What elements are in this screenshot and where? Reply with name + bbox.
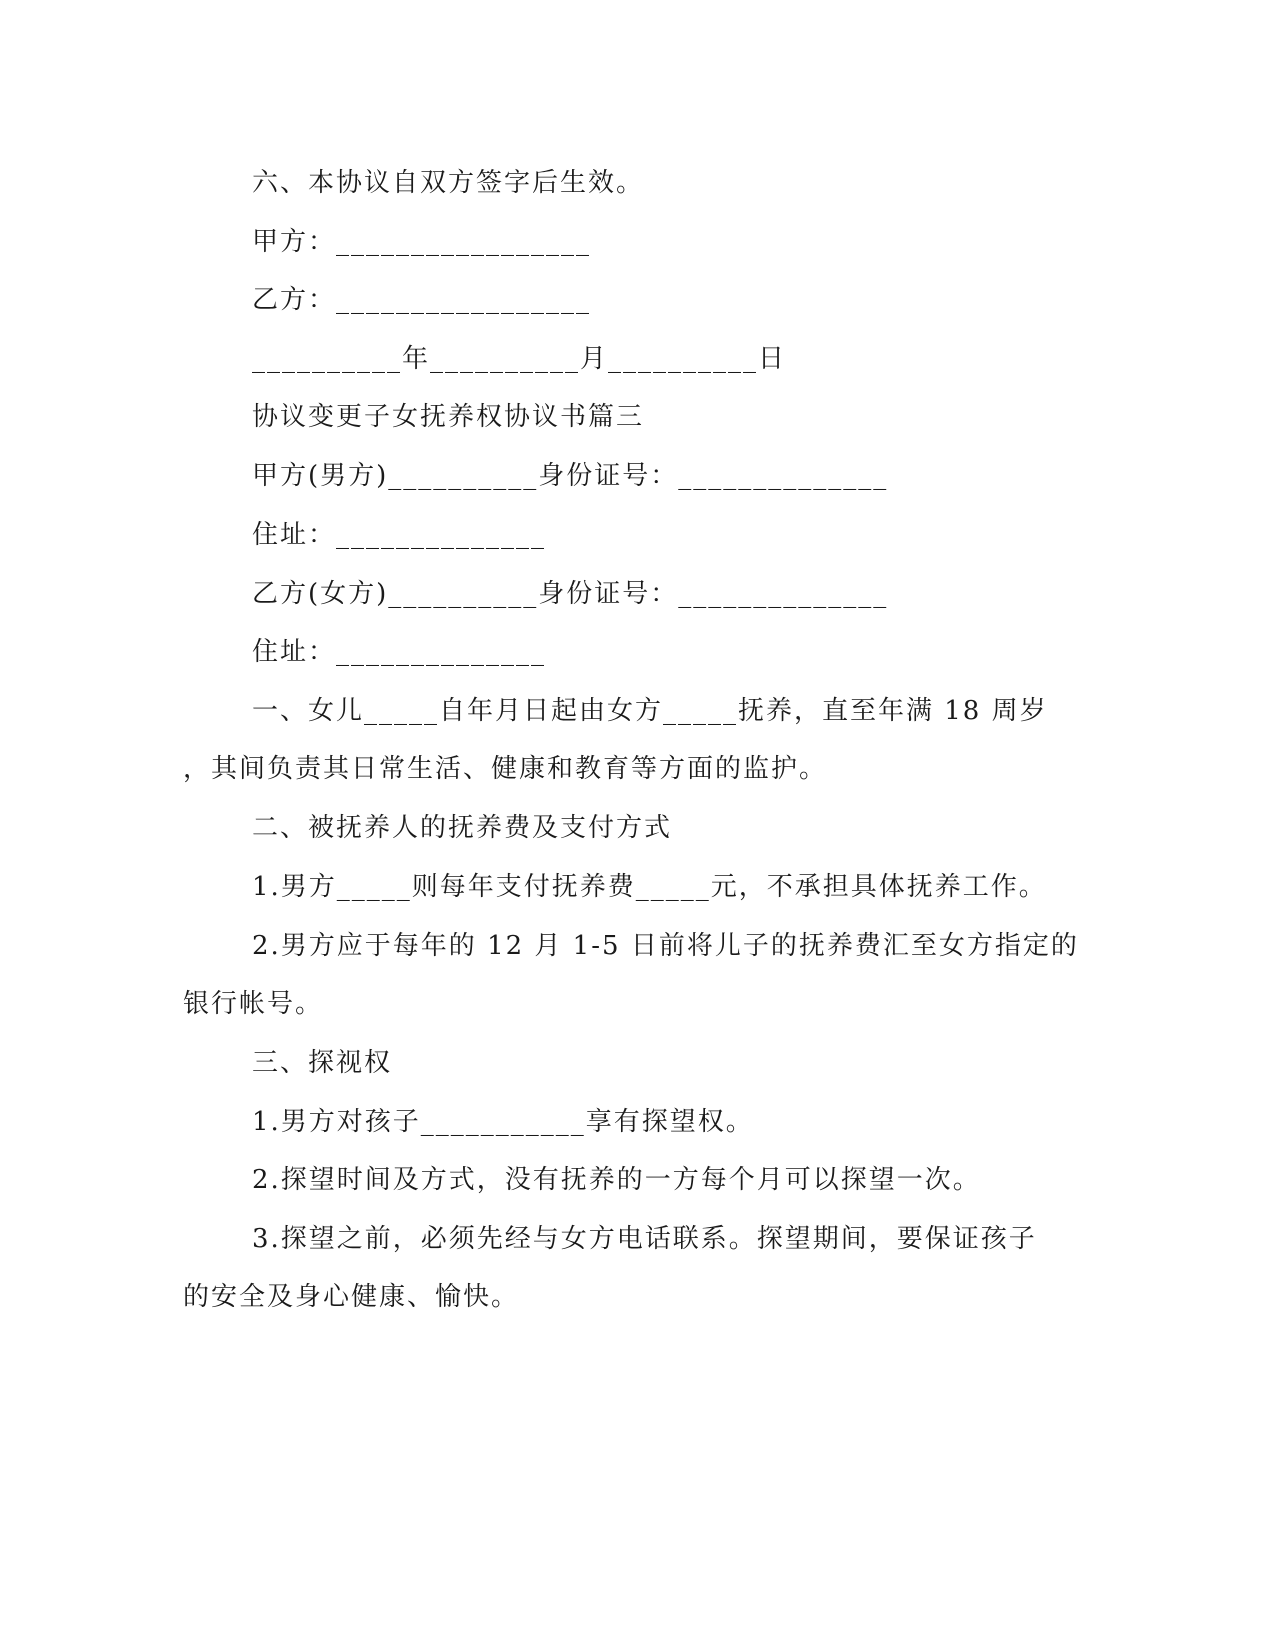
clause-two-item-1: 1.男方_____则每年支付抚养费_____元，不承担具体抚养工作。 (252, 872, 1047, 902)
party-b-address-line: 住址：______________ (252, 637, 547, 667)
clause-three-item-3-line-2: 的安全及身心健康、愉快。 (183, 1282, 520, 1312)
party-a-signature-line: 甲方：_________________ (252, 227, 592, 257)
party-a-male-id-line: 甲方(男方)__________身份证号：______________ (252, 461, 889, 491)
clause-one-line-2: ，其间负责其日常生活、健康和教育等方面的监护。 (183, 754, 828, 784)
clause-three-item-1: 1.男方对孩子___________享有探望权。 (252, 1107, 754, 1137)
clause-three-heading: 三、探视权 (252, 1048, 393, 1078)
clause-two-item-2-line-1: 2.男方应于每年的 12 月 1-5 日前将儿子的抚养费汇至女方指定的 (252, 931, 1079, 961)
clause-one-line-1: 一、女儿_____自年月日起由女方_____抚养，直至年满 18 周岁 (252, 696, 1048, 726)
clause-two-heading: 二、被抚养人的抚养费及支付方式 (252, 813, 673, 843)
clause-three-item-3-line-1: 3.探望之前，必须先经与女方电话联系。探望期间，要保证孩子 (252, 1224, 1037, 1254)
party-b-signature-line: 乙方：_________________ (252, 285, 592, 315)
clause-three-item-2: 2.探望时间及方式，没有抚养的一方每个月可以探望一次。 (252, 1165, 981, 1195)
clause-six-effective: 六、本协议自双方签字后生效。 (252, 168, 645, 198)
party-a-address-line: 住址：______________ (252, 520, 547, 550)
clause-two-item-2-line-2: 银行帐号。 (183, 989, 324, 1019)
section-title: 协议变更子女抚养权协议书篇三 (252, 402, 645, 432)
party-b-female-id-line: 乙方(女方)__________身份证号：______________ (252, 579, 889, 609)
date-line: __________年__________月__________日 (252, 344, 787, 374)
